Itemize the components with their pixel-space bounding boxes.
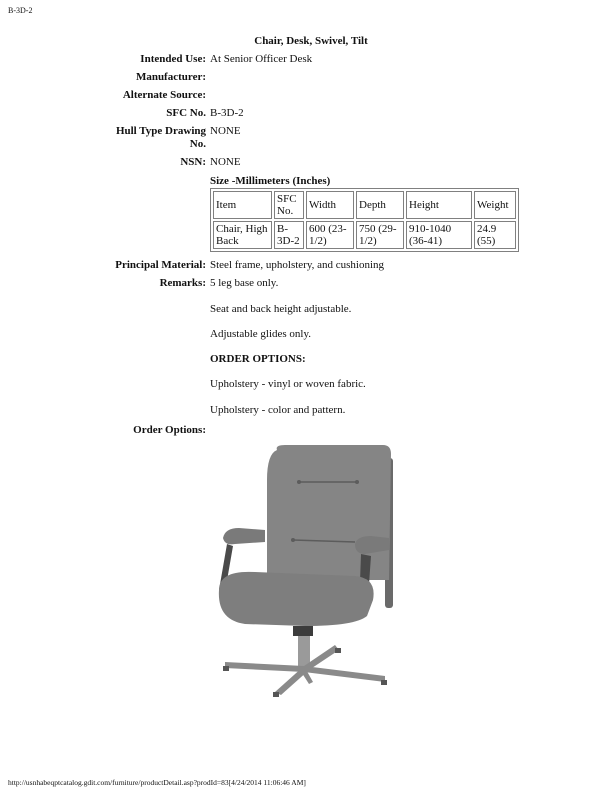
remark-paragraph: Seat and back height adjustable. — [210, 303, 352, 315]
principal-material-value: Steel frame, upholstery, and cushioning — [210, 259, 385, 271]
remark-paragraph: Upholstery - vinyl or woven fabric. — [210, 378, 366, 390]
page-header: B-3D-2 — [8, 6, 33, 15]
alternate-source-label: Alternate Source: — [122, 89, 206, 101]
hull-type-drawing-label-line2: No. — [189, 138, 206, 150]
cell-height-line2: (36-41) — [409, 235, 442, 247]
cell-item-line1: Chair, High — [216, 223, 268, 235]
nsn-value: NONE — [210, 156, 241, 168]
hull-type-drawing-label-line1: Hull Type Drawing — [115, 125, 206, 137]
chair-photo — [205, 440, 405, 700]
hull-type-drawing-label — [116, 125, 206, 151]
page-footer-url: http://usnhabeqptcatalog.gdit.com/furniture/productDetail.asp?prodId=83[4/24/2014 11:06:46 AM] — [8, 778, 306, 787]
cell-width — [306, 221, 354, 249]
sfc-no-label: SFC No. — [166, 107, 206, 119]
cell-width-line2: 1/2) — [309, 235, 327, 247]
nsn-label: NSN: — [180, 156, 206, 168]
remark-paragraph: Upholstery - color and pattern. — [210, 404, 346, 416]
chair-mechanism — [293, 626, 313, 636]
chair-backrest — [267, 445, 391, 580]
header-sfc-no — [274, 191, 304, 219]
header-sfc-line2: No. — [277, 205, 294, 217]
intended-use-value: At Senior Officer Desk — [210, 53, 313, 65]
cell-depth-line2: 1/2) — [359, 235, 377, 247]
cell-weight-line1: 24.9 — [477, 223, 497, 235]
cell-width-line1: 600 (23- — [309, 223, 347, 235]
cell-height — [406, 221, 472, 249]
table-row — [213, 221, 516, 249]
cell-depth — [356, 221, 404, 249]
remark-paragraph: 5 leg base only. — [210, 277, 279, 289]
cell-sfc-line2: 3D-2 — [277, 235, 300, 247]
chair-column — [298, 636, 310, 666]
header-item: Item — [213, 191, 272, 219]
cell-item — [213, 221, 272, 249]
remarks-label: Remarks: — [159, 277, 206, 289]
header-weight: Weight — [474, 191, 516, 219]
remark-paragraph: Adjustable glides only. — [210, 328, 312, 340]
cell-sfc-line1: B- — [277, 223, 288, 235]
order-options-label: Order Options: — [133, 424, 206, 436]
cell-height-line1: 910-1040 — [409, 223, 452, 235]
size-table-heading: Size -Millimeters (Inches) — [210, 175, 331, 187]
cell-depth-line1: 750 (29- — [359, 223, 397, 235]
manufacturer-label: Manufacturer: — [135, 71, 206, 83]
intended-use-label: Intended Use: — [140, 53, 206, 65]
header-sfc-line1: SFC — [277, 193, 297, 205]
size-table-header-row — [213, 191, 516, 219]
product-title: Chair, Desk, Swivel, Tilt — [254, 35, 368, 47]
order-options-heading: ORDER OPTIONS: — [210, 353, 306, 365]
chair-left-armrest — [223, 528, 265, 544]
chair-base-leg — [304, 666, 385, 682]
hull-type-drawing-value: NONE — [210, 125, 241, 137]
header-height: Height — [406, 191, 472, 219]
cell-weight-line2: (55) — [477, 235, 496, 247]
cell-sfc-no — [274, 221, 304, 249]
header-depth: Depth — [356, 191, 404, 219]
cell-item-line2: Back — [216, 235, 239, 247]
sfc-no-value: B-3D-2 — [210, 107, 244, 119]
chair-base-leg — [225, 662, 304, 672]
size-table — [210, 188, 519, 252]
chair-seat — [219, 572, 374, 626]
principal-material-label: Principal Material: — [115, 259, 206, 271]
header-width: Width — [306, 191, 354, 219]
cell-weight — [474, 221, 516, 249]
